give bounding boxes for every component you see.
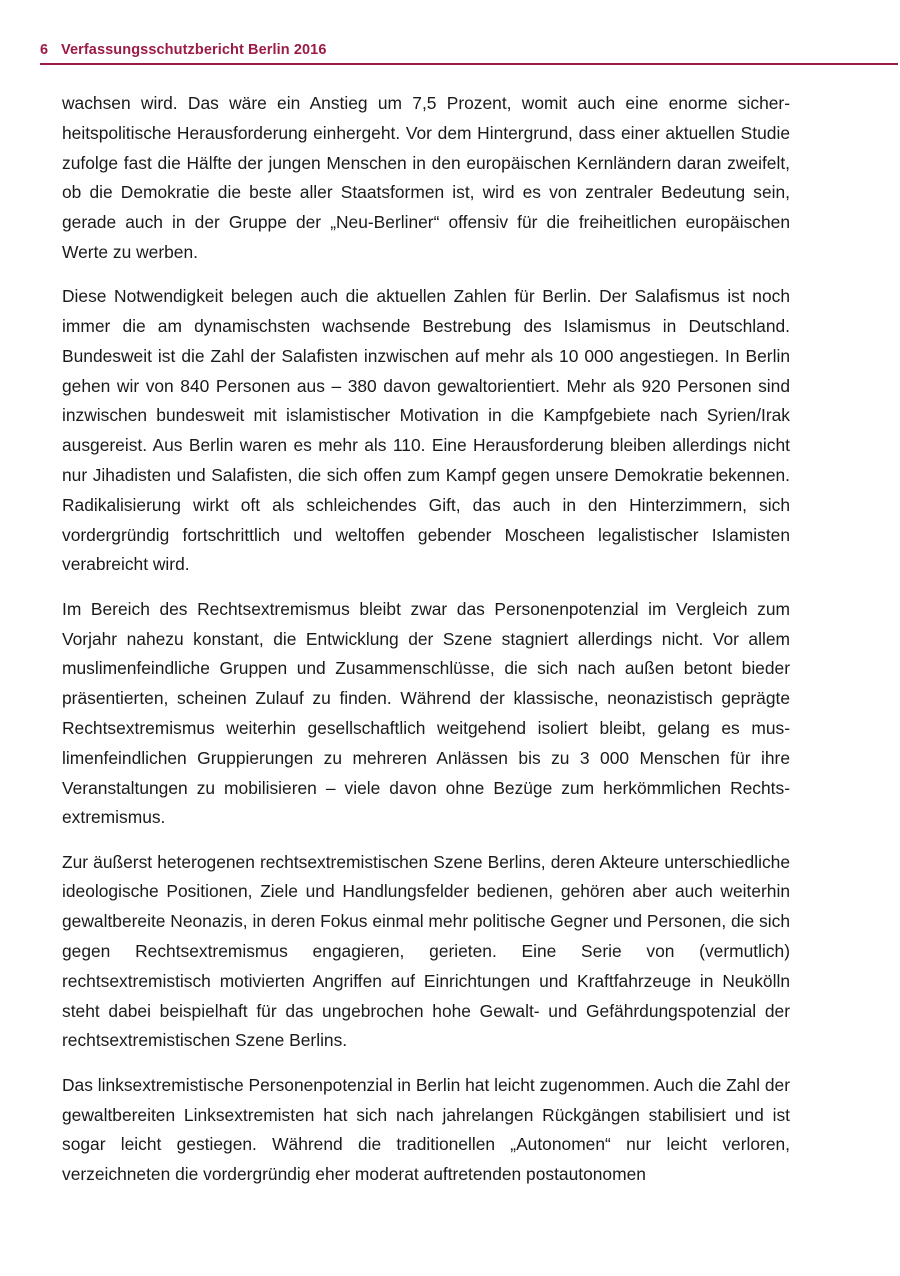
paragraph: Das linksextremistische Personenpotenzial in Berlin hat leicht zugenommen. Auch die Zahl der gewaltbereiten Linksextremisten hat sich nach jahrelangen Rückgängen stabilisiert und ist sogar leicht gestiegen. Während die traditionellen „Autonomen“ nur leicht verloren, verzeichneten die vordergründig eher moderat auftretenden postautonomen (62, 1074, 790, 1185)
paragraph: wachsen wird. Das wäre ein Anstieg um 7,5 Prozent, womit auch eine enorme sicherheitspolitische Herausforderung einhergeht. Vor dem Hintergrund, dass einer aktuellen Studie zufolge fast die Hälfte der jungen Menschen in den europäischen Kernländern daran zweifelt, ob die Demokratie die beste aller Staatsformen ist, wird es von zentraler Bedeutung sein, gerade auch in der Gruppe der „Neu-Berliner“ offensiv für die freiheitlichen europäischen Werte zu werben. (62, 93, 790, 262)
paragraph: Im Bereich des Rechtsextremismus bleibt zwar das Personenpotenzial im Vergleich zum Vorjahr nahezu konstant, die Entwicklung der Szene stagniert allerdings nicht. Vor allem muslimenfeindliche Gruppen und Zusammenschlüsse, die sich nach außen betont bieder präsentierten, scheinen Zulauf zu finden. Während der klassische, neonazistisch geprägte Rechtsextremismus weiterhin gesellschaftlich weitgehend isoliert bleibt, gelang es muslimenfeindlichen Gruppierungen zu mehreren Anlässen bis zu 3 000 Menschen für ihre Veranstaltungen zu mobilisieren – viele davon ohne Bezüge zum herkömmlichen Rechtsextremismus. (62, 598, 790, 828)
running-title: Verfassungsschutzbericht Berlin 2016 (61, 42, 327, 58)
body-text (62, 89, 790, 1204)
page-number: 6 (40, 42, 49, 58)
page-header (40, 40, 898, 64)
paragraph: Diese Notwendigkeit belegen auch die aktuellen Zahlen für Berlin. Der Salafismus ist noch immer die am dynamischsten wachsende Bestrebung des Islamismus in Deutschland. Bundesweit ist die Zahl der Salafisten inzwischen auf mehr als 10 000 angestiegen. In Berlin gehen wir von 840 Personen aus – 380 davon gewaltorientiert. Mehr als 920 Personen sind inzwischen bundesweit mit islamistischer Motivation in die Kampfgebiete nach Syrien/Irak ausgereist. Aus Berlin waren es mehr als 110. Eine Herausforderung bleiben allerdings nicht nur Jihadisten und Salafisten, die sich offen zum Kampf gegen unsere Demokratie bekennen. Radikalisierung wirkt oft als schleichendes Gift, das auch in den Hinterzimmern, sich vordergründig fortschrittlich und weltoffen gebender Moscheen legalistischer Islamisten verabreicht wird. (62, 286, 790, 575)
paragraph: Zur äußerst heterogenen rechtsextremistischen Szene Berlins, deren Akteure unterschiedliche ideologische Positionen, Ziele und Handlungsfelder bedienen, gehören aber auch weiterhin gewaltbereite Neonazis, in deren Fokus einmal mehr politische Gegner und Personen, die sich gegen Rechtsextremismus engagieren, gerieten. Eine Serie von (vermutlich) rechtsextremistisch motivierten Angriffen auf Einrichtungen und Kraftfahrzeuge in Neukölln steht dabei beispielhaft für das ungebrochen hohe Gewalt- und Gefährdungspotenzial der rechtsextremistischen Szene Berlins. (62, 851, 790, 1051)
header-rule (40, 63, 898, 65)
